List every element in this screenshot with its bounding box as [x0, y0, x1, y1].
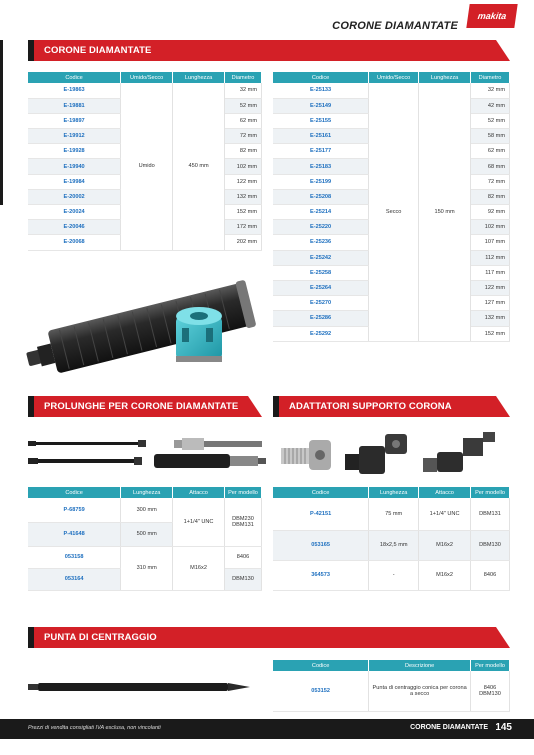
diameter-value: 102 mm [225, 159, 262, 174]
col-lunghezza: Lunghezza [369, 487, 419, 498]
product-code: 053152 [273, 671, 369, 711]
product-code: E-25258 [273, 265, 369, 280]
product-code: P-68759 [28, 498, 121, 522]
product-code: P-42151 [273, 498, 369, 530]
product-code: E-19912 [28, 129, 121, 144]
col-attacco: Attacco [419, 487, 471, 498]
product-code: E-25177 [273, 144, 369, 159]
diameter-value: 132 mm [225, 189, 262, 204]
product-code: E-25149 [273, 98, 369, 113]
page-number: 145 [495, 722, 512, 733]
product-code: E-19863 [28, 83, 121, 98]
product-code: E-25220 [273, 220, 369, 235]
col-diametro: Diametro [225, 72, 262, 83]
product-code: E-19897 [28, 113, 121, 128]
section-header-prolunghe [28, 396, 262, 417]
diameter-value: 202 mm [225, 235, 262, 250]
diameter-value: 122 mm [225, 174, 262, 189]
col-codice: Codice [273, 72, 369, 83]
product-code: 053165 [273, 530, 369, 560]
diameter-value: 117 mm [471, 265, 510, 280]
brand-logo: makita [466, 4, 517, 28]
col-umido-secco: Umido/Secco [121, 72, 173, 83]
diameter-value: 82 mm [471, 189, 510, 204]
page-title: CORONE DIAMANTATE [332, 20, 458, 32]
product-code: E-25208 [273, 189, 369, 204]
col-codice: Codice [28, 72, 121, 83]
product-code: E-20002 [28, 189, 121, 204]
product-description: Punta di centraggio conica per corona a secco [369, 671, 471, 711]
diameter-value: 32 mm [225, 83, 262, 98]
table-row: 053165 18x2,5 mm M16x2 DBM130 [273, 530, 510, 560]
diameter-value: 72 mm [225, 129, 262, 144]
col-lunghezza: Lunghezza [419, 72, 471, 83]
product-code: E-25183 [273, 159, 369, 174]
diameter-value: 102 mm [471, 220, 510, 235]
diameter-value: 152 mm [471, 326, 510, 341]
table-row [273, 83, 510, 98]
section-title: PUNTA DI CENTRAGGIO [44, 632, 157, 643]
diameter-value: 58 mm [471, 129, 510, 144]
product-code: 364573 [273, 560, 369, 590]
product-code: 053164 [28, 568, 121, 590]
col-lunghezza: Lunghezza [121, 487, 173, 498]
product-code: E-25236 [273, 235, 369, 250]
col-diametro: Diametro [471, 72, 510, 83]
product-code: E-19928 [28, 144, 121, 159]
section-header-adattatori [273, 396, 510, 417]
product-code: E-25199 [273, 174, 369, 189]
diameter-value: 42 mm [471, 98, 510, 113]
col-lunghezza: Lunghezza [173, 72, 225, 83]
wet-dry-type: Umido [121, 83, 173, 250]
product-code: E-25264 [273, 280, 369, 295]
section-title: CORONE DIAMANTATE [44, 45, 152, 56]
diameter-value: 172 mm [225, 220, 262, 235]
table-row: P-42151 75 mm 1+1/4" UNC DBM131 [273, 498, 510, 530]
table-row: 053158 310 mm M16x2 8406 [28, 546, 262, 568]
length-value: 450 mm [173, 83, 225, 250]
table-row: P-41648 500 mm [28, 522, 262, 546]
diameter-value: 32 mm [471, 83, 510, 98]
product-code: E-25214 [273, 205, 369, 220]
wet-dry-type: Secco [369, 83, 419, 341]
section-header-punta [28, 627, 510, 648]
page-edge-marker [0, 40, 3, 205]
diameter-value: 52 mm [225, 98, 262, 113]
centering-bit-image [22, 672, 262, 702]
product-code: E-19881 [28, 98, 121, 113]
adattatori-table [273, 487, 510, 591]
punta-table [273, 660, 510, 712]
diameter-value: 107 mm [471, 235, 510, 250]
table-row: 053164 DBM130 [28, 568, 262, 590]
table-row: 364573 - M16x2 8406 [273, 560, 510, 590]
table-row: 053152 Punta di centraggio conica per corona a secco 8406 DBM130 [273, 671, 510, 711]
diameter-value: 152 mm [225, 205, 262, 220]
col-per-modello: Per modello [225, 487, 262, 498]
product-code: 053158 [28, 546, 121, 568]
col-per-modello: Per modello [471, 487, 510, 498]
secco-table [273, 72, 510, 342]
core-bit-image [22, 270, 268, 382]
product-code: E-25292 [273, 326, 369, 341]
product-code: E-19940 [28, 159, 121, 174]
diameter-value: 62 mm [225, 113, 262, 128]
section-header-corone [28, 40, 510, 61]
col-attacco: Attacco [173, 487, 225, 498]
table-row: P-68759 300 mm 1+1/4" UNC DBM230 DBM131 [28, 498, 262, 522]
col-umido-secco: Umido/Secco [369, 72, 419, 83]
product-code: P-41648 [28, 522, 121, 546]
diameter-value: 68 mm [471, 159, 510, 174]
diameter-value: 127 mm [471, 296, 510, 311]
product-code: E-25286 [273, 311, 369, 326]
prolunghe-table [28, 487, 262, 591]
col-per-modello: Per modello [471, 660, 510, 671]
umido-table [28, 72, 262, 251]
section-title: ADATTATORI SUPPORTO CORONA [289, 401, 452, 412]
product-code: E-25242 [273, 250, 369, 265]
col-codice: Codice [28, 487, 121, 498]
length-value: 150 mm [419, 83, 471, 341]
product-code: E-20024 [28, 205, 121, 220]
diameter-value: 92 mm [471, 205, 510, 220]
diameter-value: 52 mm [471, 113, 510, 128]
diameter-value: 62 mm [471, 144, 510, 159]
product-code: E-25270 [273, 296, 369, 311]
diameter-value: 112 mm [471, 250, 510, 265]
diameter-value: 132 mm [471, 311, 510, 326]
col-codice: Codice [273, 660, 369, 671]
product-code: E-19984 [28, 174, 121, 189]
adapters-image [273, 424, 510, 482]
diameter-value: 72 mm [471, 174, 510, 189]
product-code: E-20068 [28, 235, 121, 250]
product-code: E-25155 [273, 113, 369, 128]
page-footer [0, 719, 534, 739]
section-title: PROLUNGHE PER CORONE DIAMANTATE [44, 401, 239, 412]
extension-rods-image [22, 425, 268, 480]
table-row [28, 83, 262, 98]
product-code: E-25133 [273, 83, 369, 98]
product-code: E-20046 [28, 220, 121, 235]
diameter-value: 122 mm [471, 280, 510, 295]
col-codice: Codice [273, 487, 369, 498]
price-note: Prezzi di vendita consigliati IVA esclusa, non vincolanti [28, 725, 161, 731]
product-code: E-25161 [273, 129, 369, 144]
diameter-value: 82 mm [225, 144, 262, 159]
footer-section-title: CORONE DIAMANTATE [410, 724, 488, 731]
page-header [0, 0, 534, 34]
col-descrizione: Descrizione [369, 660, 471, 671]
